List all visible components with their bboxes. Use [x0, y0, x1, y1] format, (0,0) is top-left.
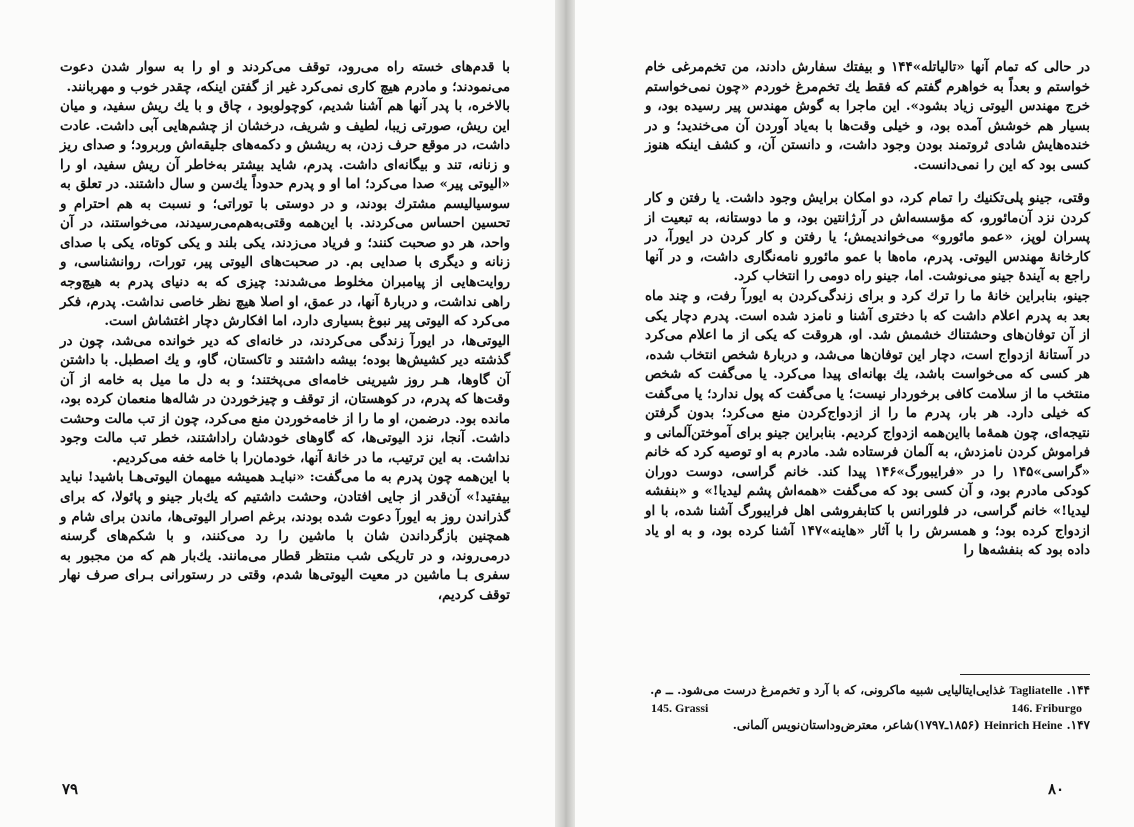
paragraph: با قدم‌های خسته راه می‌رود، توقف می‌کردند و او را به سوار شدن دعوت می‌نمودند؛ و مادرم هیچ کاری نمی‌کرد غیر از گفتن اینکه، چقدر خوب و مهربانند. — [60, 59, 510, 95]
paragraph: جینو، بنابراین خانهٔ ما را ترك کرد و برای زندگی‌کردن به ایورآ رفت، و چند ماه بعد به پدرم اعلام داشت که با دختری آشنا و نامزد شده است. پدرم دچار یکی از آن توفان‌های وحشتناك خشمش شد. او، هروقت که یکی از ما اعلام می‌کرد در آستانهٔ ازدواج است، دچار این توفان‌ها می‌شد، و دربارهٔ شخص انتخاب شده، هر کسی که می‌خواست باشد، یك بهانه‌ای پیدا می‌کرد. یا می‌گفت که شخص منتخب ما از سلامت کافی برخوردار نیست؛ یا می‌گفت که پول ندارد؛ یا می‌گفت که خیلی دارد. هر بار، پدرم ما را از ازدواج‌کردن منع می‌کرد؛ بدون گرفتن نتیجه‌ای، چون همۀما بااین‌همه ازدواج کردیم. بنابراین جینو برای آموختن‌آلمانی و فراموش کردن نامزدش، به آلمان فرستاده شد. مادرم به او توصیه کرد که خانم «گراسی»۱۴۵ را در «فرایبورگ»۱۴۶ پیدا کند. خانم گراسی، دوست دوران کودکی مادرم بود، و آن کسی بود که می‌گفت «همه‌اش پشم لیدیا!» و «بنفشه لیدیا!» خانم گراسی، در فلورانس با کتابفروشی اهل فرایبورگ آشنا شده، با او ازدواج کرده بود؛ و همسرش را با آثار «هاینه»۱۴۷ آشنا کرده بود، و به او یاد داده بود که بنفشه‌ها را — [645, 288, 1090, 559]
footnote-term: Tagliatelle — [1009, 683, 1063, 697]
book-gutter — [555, 0, 575, 827]
footnote-text: غذایی‌ایتالیایی شبیه ماکرونی، که با آرد و تخم‌مرغ درست می‌شود. ــ م. — [650, 683, 1006, 697]
left-page-body — [60, 58, 510, 605]
footnote-rule — [960, 674, 1090, 675]
footnotes — [645, 674, 1090, 735]
paragraph: بالاخره، با پدر آنها هم آشنا شدیم، کوچولوبود ، چاق و با یك ریش سفید، و میان این ریش، صورتی زیبا، لطیف و شریف، درخشان از چشم‌هایی آبی داشت. عادت داشت، در موقع حرف زدن، به ریشش و دکمه‌های جلیقه‌اش وربرود؛ و صدای ریز و زنانه، تند و بیگانه‌ای داشت. پدرم، شاید بیشتر به‌خاطر آن ریش سفید، او را «الیوتی پیر» صدا می‌کرد؛ اما او و پدرم حدوداً یك‌سن و سال داشتند. در تعلق به سوسیالیسم مشترك بودند، و در دوستی با توراتی؛ و نسبت به هم احترام و تحسین احساس می‌کردند. با این‌همه وقتی‌به‌هم‌می‌رسیدند، می‌خواستند، در آن واحد، هر دو صحبت کنند؛ و فریاد می‌زدند، یکی بلند و یکی کوتاه، یکی با صدای زنانه و دیگری با صدایی بم. در صحبت‌های الیوتی پیر، تورات، روانشناسی، و روایت‌هایی از پیامبران مخلوط می‌شدند: چیزی که به دنیای پدرم به هیچ‌وجه راهی نداشت، و دربارهٔ آنها، در عمق، او اصلا هیچ نظر خاصی نداشت. پدرم، فکر می‌کرد که الیوتی پیر نبوغ بسیاری دارد، اما افکارش دچار اغتشاش است. — [60, 98, 510, 330]
footnote-term: Heinrich Heine — [983, 718, 1063, 732]
page-number: ۸۰ — [1048, 780, 1065, 798]
footnote-number: ۱۴۷. — [1066, 718, 1090, 732]
paragraph: در حالی که تمام آنها «تالیاتله»۱۴۴ و بیفتك سفارش دادند، من تخم‌مرغی خام خواستم و بعداً به خواهرم گفتم که فقط یك تخم‌مرغ خوردم «چون نمی‌خواستم خرج مهندس الیوتی زیاد بشود». این ماجرا به گوش مهندس پیر رسیده بود، و بسیار هم خوشش آمده بود، و خیلی وقت‌ها با به‌یاد آوردن آن می‌خندید؛ و در خنده‌هایش شادی ثروتمند بودن وجود داشت، و دانستن آن، و کشف اینکه هنوز کسی بود که این را نمی‌دانست. — [645, 59, 1090, 173]
right-page-body — [645, 58, 1090, 561]
footnote-145: 145. Grassi — [651, 700, 709, 715]
right-page — [575, 0, 1134, 827]
footnote-number: ۱۴۴. — [1066, 683, 1090, 697]
footnote-146: 146. Friburgo — [1011, 700, 1082, 715]
footnote-text: (۱۸۵۶ـ۱۷۹۷)شاعر، معترض‌وداستان‌نویس آلمانی. — [732, 718, 980, 732]
paragraph: وقتی، جینو پلی‌تکنیك را تمام کرد، دو امکان برایش وجود داشت. یا رفتن و کار کردن نزد آن‌مائورو، که مؤسسه‌اش در آرژانتین بود، و ما دوستانه، به تبعیت از پسران لوپز، «عمو مائورو» می‌خواندیمش؛ یا رفتن و کار کردن در ایورآ، در کارخانهٔ مهندس الیوتی. پدرم، ماه‌ها با عمو مائورو نامه‌نگاری داشت، و در آنها راجع به آیندهٔ جینو می‌نوشت. اما، جینو راه دومی را انتخاب کرد. — [645, 190, 1090, 285]
footnote-row-145-146 — [645, 700, 1090, 718]
paragraph: با این‌همه چون پدرم به ما می‌گفت: «نبایـد همیشه میهمان الیوتی‌هـا باشید! نباید بیفتید!» آن‌قدر از جایی افتادن، وحشت داشتیم که یك‌بار جینو و پائولا، که برای گذراندن روز به ایورآ دعوت شده بودند، برغم اصرار الیوتی‌ها، ماندن برای شام و همچنین بازگرداندن شان با ماشین را رد می‌کنند، و با شکم‌های گرسنه درمی‌روند، و در تاریکی شب منتظر قطار می‌مانند. یك‌بار هم که من مجبور به سفری بـا ماشین در معیت الیوتی‌ها شدم، وقتی در رستورانی بـرای صرف نهار توقف کردیم، — [60, 469, 510, 603]
paragraph: الیوتی‌ها، در ایورآ زندگی می‌کردند، در خانه‌ای که دیر خوانده می‌شد، چون در گذشته دیر کشیش‌ها بوده؛ بیشه داشتند و تاکستان، گاو، و یك اصطبل. با داشتن آن گاوها، هـر روز شیرینی خامه‌ای می‌پختند؛ و به دل ما میل به خامه از آن وقت‌ها که پدرم، در کوهستان، از توقف و چیزخوردن در شاله‌ها منعمان کرده بود، مانده بود. درضمن، او ما را از خامه‌خوردن منع می‌کرد، چون از تب مالت وحشت داشت. آنجا، نزد الیوتی‌ها، که گاوهای خودشان راداشتند، خطر تب مالت وجود نداشت. به این ترتیب، ما در خانهٔ آنها، خودمان‌را با خامه خفه می‌کردیم. — [59, 332, 510, 466]
page-number: ۷۹ — [62, 780, 79, 798]
footnote-144 — [645, 674, 1090, 700]
footnote-147 — [645, 717, 1090, 735]
left-page — [0, 0, 555, 827]
